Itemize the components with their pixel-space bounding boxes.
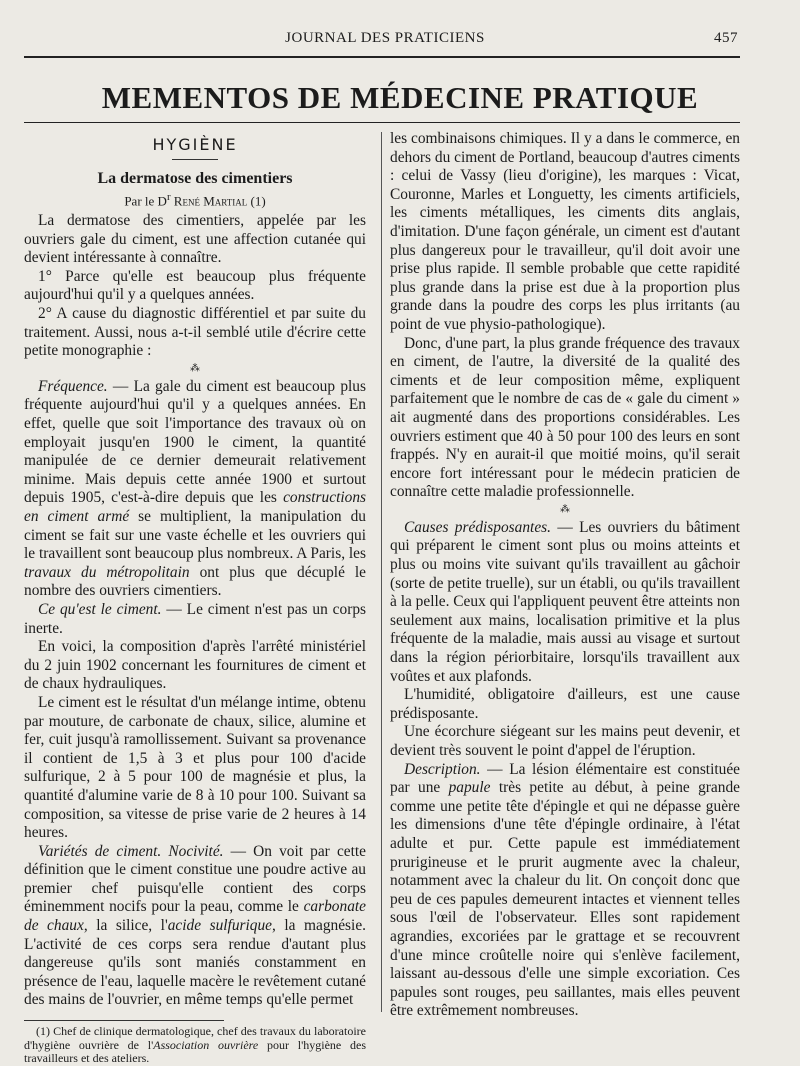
intro-paragraph: La dermatose des cimentiers, appelée par les ouvriers gale du ciment, est une affection cutanée qui devient intéressante à connaître. (24, 212, 366, 267)
description-text: — La lésion élémentaire est constituée par une (390, 760, 740, 797)
footnote-text-b: pour l'hygiène des travailleurs et des ateliers. (24, 1037, 366, 1066)
byline (24, 188, 366, 211)
running-head (0, 30, 800, 50)
varietes-em2: acide sulfurique (167, 917, 273, 935)
frequence-text: — La gale du ciment est beaucoup plus fréquente aujourd'hui qu'il y a quelques années. En effet, quelle que soit l'importance des travaux où on employait jusqu'en 1900 le ciment, la quantité manipulée de ce dernier demeurait relativement minime. Mais depuis cette année 1900 et surtout depuis 1905, c'est-à-dire depuis que les (24, 377, 366, 507)
varietes-paragraph (24, 843, 366, 1010)
byline-prefix: Par le D (124, 193, 167, 209)
ciment-label: Ce qu'est le ciment. (38, 600, 162, 618)
causes-paragraph (390, 519, 740, 686)
main-title: MEMENTOS DE MÉDECINE PRATIQUE (101, 80, 699, 115)
causes-label: Causes prédisposantes. (404, 518, 551, 536)
donc-paragraph: Donc, d'une part, la plus grande fréquence des travaux en ciment, de l'autre, la diversité de la qualité des ciments et de leur composition même, expliquent parfaitement que le nombre de cas de « gale du ciment » ait augmenté dans des proportions considérables. Les ouvriers estiment que 40 à 50 pour 100 des leurs en sont frappés. N'y en aurait-il que moitié moins, qu'il serait encore fort intéressant pour le médecin praticien de connaître cette maladie professionnelle. (390, 334, 740, 501)
ciment-paragraph (24, 601, 366, 638)
section-separator-2: ⁂ (560, 503, 570, 515)
header-rule (24, 56, 740, 58)
varietes-text3: , la magnésie. L'activité de ces corps sera rendue d'autant plus dangereuse qu'ils sont maniés constamment en présence de l'eau, laquelle macère le revêtement cutané des mains de l'ouvrier, en même temps qu'elle permet (24, 917, 366, 1009)
description-paragraph (390, 761, 740, 1021)
section-heading: HYGIÈNE (152, 135, 238, 154)
composition-paragraph: En voici, la composition d'après l'arrêté ministériel du 2 juin 1902 concernant les fournitures de ciment et de chaux hydrauliques. (24, 638, 366, 693)
page-number: 457 (714, 30, 738, 46)
ciment-text: — Le ciment n'est pas un corps inerte. (24, 600, 367, 637)
byline-sup: r (166, 191, 171, 204)
right-column (390, 130, 740, 1021)
description-label: Description. (404, 760, 481, 778)
footnote (24, 1025, 366, 1066)
title-rule (24, 122, 740, 123)
footnote-rule (24, 1020, 224, 1021)
footnote-text-a: (1) Chef de clinique dermatologique, chef des travaux du laboratoire d'hygiène ouvrière de l' (24, 1024, 366, 1052)
section-separator: ⁂ (190, 362, 200, 374)
footnote-em: Association ouvrière (153, 1037, 259, 1052)
description-text2: très petite au début, à peine grande comme une petite tête d'épingle et qui ne dépasse guère les dimensions d'une tête d'épingle ordinaire, à l'état adulte et pur. Cette papule est immédiatement prurigineuse et le prurit augmente avec la chaleur, notamment avec la chaleur du lit. On conçoit donc que peu de ces papules demeurent intactes et viennent telles sous l'œil de l'observateur. Elles sont rapidement agrandies, excoriées par le grattage et se recouvrent d'une mince croûtelle noire qui s'enlève facilement, laissant au-dessous d'elle une simple excoriation. Ces papules sont rouges, peu saillantes, mais elles peuvent être extrêmement nombreuses. (390, 779, 740, 1020)
footnote-ref: (1) (250, 193, 266, 209)
frequence-paragraph (24, 378, 366, 601)
melange-paragraph: Le ciment est le résultat d'un mélange intime, obtenu par mouture, de carbonate de chaux, silice, alumine et fer, cuit jusqu'à ramollissement. Suivant sa provenance il contient de 1,5 à 3 et plus pour 100 d'acide sulfurique, 2 à 5 pour 100 de magnésie et plus, la quantité d'alumine varie de 8 à 10 pour 100. Suivant sa composition, sa vitesse de prise varie de 2 heures à 14 heures. (24, 693, 366, 842)
varietes-text: — On voit par cette définition que le ciment constitue une poudre active au premier chef puisqu'elle contient des corps éminemment nocifs pour la peau, comme le (24, 842, 366, 916)
varietes-text2: , la silice, l' (83, 917, 168, 935)
column-divider (381, 132, 382, 1012)
humidite-paragraph: L'humidité, obligatoire d'ailleurs, est une cause prédisposante. (390, 686, 740, 722)
varietes-label: Variétés de ciment. Nocivité. (38, 842, 224, 860)
continuation-paragraph: les combinaisons chimiques. Il y a dans le commerce, en dehors du ciment de Portland, beaucoup d'autres ciments : celui de Vassy (lieu d'origine), les marques : Vicat, Couronne, Marles et Longuetty, les ciments artificiels, les ciments métalliques, les ciments dits anglais, d'imitation. D'une façon générale, un ciment est d'autant plus dangereux pour le travailleur, qu'il doit avoir une prise plus rapide. Il semble probable que cette rapidité plus grande dans la prise est due à la proportion plus grande dans la poudre des corps les plus irritants (au point de vue physio-pathologique). (390, 130, 740, 333)
journal-title: JOURNAL DES PRATICIENS (285, 30, 485, 46)
section-rule (172, 159, 218, 160)
point-one: 1° Parce qu'elle est beaucoup plus fréquente aujourd'hui qu'il y a quelques années. (24, 267, 366, 304)
description-em: papule (448, 779, 491, 797)
causes-text: — Les ouvriers du bâtiment qui préparent le ciment sont plus ou moins atteints et plus ou moins vite suivant qu'ils travaillent au gâchoir (sorte de petite truelle), sur un établi, ou qu'ils travaillent à la pelle. Ceux qui l'appliquent peuvent être atteints non seulement aux mains, localisation primitive et la plus fréquente de la maladie, mais aussi au visage et surtout dans la région périorbitaire, lorsqu'ils travaillent aux voûtes et aux plafonds. (390, 518, 740, 685)
left-column (24, 130, 366, 1066)
frequence-em2: travaux du métropolitain (24, 563, 190, 581)
frequence-text2: se multiplient, la manipulation du ciment se fait sur une vaste échelle et les ouvriers qui le travaillent sont beaucoup plus nombreux. A Paris, les (24, 508, 366, 563)
ecorchure-paragraph: Une écorchure siégeant sur les mains peut devenir, et devient très souvent le point d'appel de l'éruption. (390, 723, 740, 759)
varietes-em1: carbonate de chaux (24, 898, 366, 935)
frequence-label: Fréquence. (38, 377, 108, 395)
frequence-em1: constructions en ciment armé (24, 489, 366, 526)
article-title: La dermatose des cimentiers (97, 169, 293, 187)
author-name: René Martial (173, 193, 248, 209)
point-two: 2° A cause du diagnostic différentiel et par suite du traitement. Aussi, nous a-t-il semblé utile d'écrire cette petite monographie : (24, 305, 366, 360)
frequence-text3: ont plus que décuplé le nombre des ouvriers cimentiers. (24, 563, 366, 600)
